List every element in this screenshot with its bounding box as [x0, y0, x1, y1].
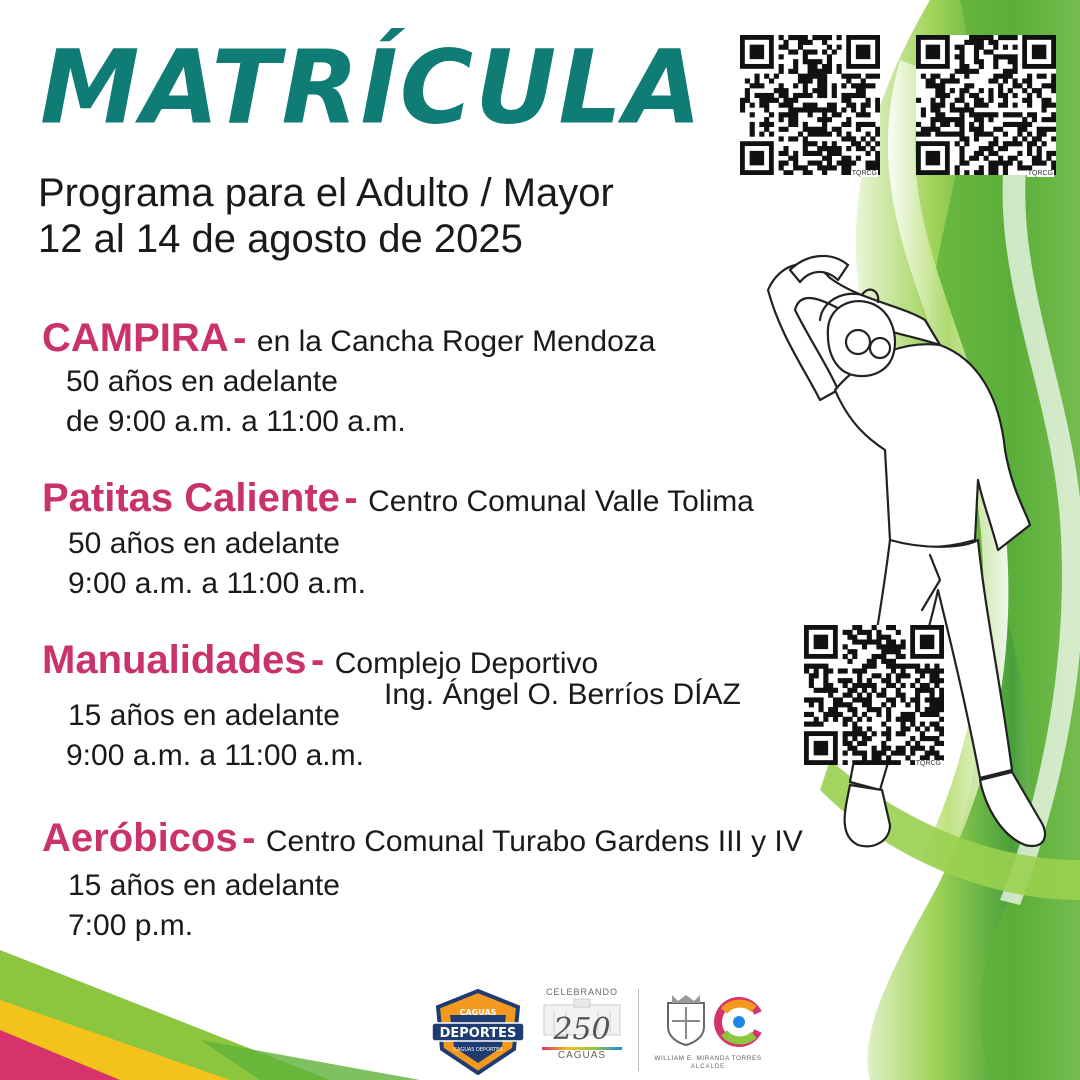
section-header — [42, 816, 803, 860]
section-dash: - — [310, 638, 325, 682]
anniversary-number: 250 — [553, 1012, 611, 1047]
section-header — [42, 638, 598, 682]
section-time: de 9:00 a.m. a 11:00 a.m. — [66, 405, 406, 438]
qr-caption: TQRCG — [851, 170, 877, 177]
section-patitas-caliente — [42, 476, 754, 604]
qr-code-icon — [740, 35, 880, 175]
caguas-deportes-logo — [430, 989, 526, 1075]
section-location-line2: Ing. Ángel O. Berríos DÍAZ — [384, 678, 741, 711]
section-location: Centro Comunal Valle Tolima — [368, 485, 754, 518]
mayor-name: WILLIAM E. MIRANDA TORRES — [654, 1055, 762, 1062]
section-name: Aeróbicos — [42, 816, 238, 860]
section-time: 9:00 a.m. a 11:00 a.m. — [68, 567, 366, 600]
section-header — [42, 316, 656, 360]
program-dates: 12 al 14 de agosto de 2025 — [38, 217, 523, 261]
section-dash: - — [242, 816, 256, 860]
section-manualidades — [42, 638, 741, 776]
program-name: Programa para el Adulto / Mayor — [38, 171, 614, 215]
qr-code-icon — [804, 625, 944, 765]
sponsor-logos — [430, 985, 770, 1077]
section-location: Centro Comunal Turabo Gardens III y IV — [265, 825, 803, 858]
section-time: 9:00 a.m. a 11:00 a.m. — [66, 739, 364, 772]
stretching-person-illustration — [750, 250, 1070, 880]
qr-caption: TQRCG — [1027, 170, 1053, 177]
celebrando-text: CELEBRANDO — [545, 987, 618, 997]
section-header — [42, 476, 754, 520]
program-subtitle — [38, 170, 614, 262]
caguas-c-logo — [714, 997, 764, 1047]
section-name: Manualidades — [42, 638, 307, 682]
section-dash: - — [233, 316, 247, 360]
section-age: 50 años en adelante — [66, 365, 338, 398]
deportes-main-text: DEPORTES — [439, 1026, 517, 1041]
deportes-top-text: CAGUAS — [459, 1008, 497, 1017]
section-age: 15 años en adelante — [68, 699, 340, 732]
logo-divider — [638, 989, 639, 1071]
qr-code-2[interactable] — [916, 35, 1056, 175]
section-aerobicos — [42, 816, 803, 946]
caguas-250-logo — [534, 987, 630, 1075]
caguas-text: CAGUAS — [557, 1050, 607, 1061]
qr-caption: TQRCG — [915, 760, 941, 767]
section-age: 50 años en adelante — [68, 527, 340, 560]
section-campira — [42, 316, 656, 442]
mayor-title: ALCALDE — [690, 1064, 726, 1070]
section-name: CAMPIRA — [42, 316, 229, 360]
section-location: Complejo Deportivo — [334, 647, 599, 680]
section-location: en la Cancha Roger Mendoza — [256, 325, 656, 358]
section-time: 7:00 p.m. — [68, 909, 194, 942]
section-dash: - — [344, 476, 358, 520]
page-title: MATRÍCULA — [40, 27, 704, 148]
section-name: Patitas Caliente — [42, 476, 340, 520]
qr-code-3[interactable] — [804, 625, 944, 765]
qr-code-icon — [916, 35, 1056, 175]
qr-code-1[interactable] — [740, 35, 880, 175]
municipal-seal-icon — [664, 993, 708, 1047]
deportes-sub-text: CAGUAS DEPORTES — [453, 1047, 503, 1053]
section-age: 15 años en adelante — [68, 869, 340, 902]
